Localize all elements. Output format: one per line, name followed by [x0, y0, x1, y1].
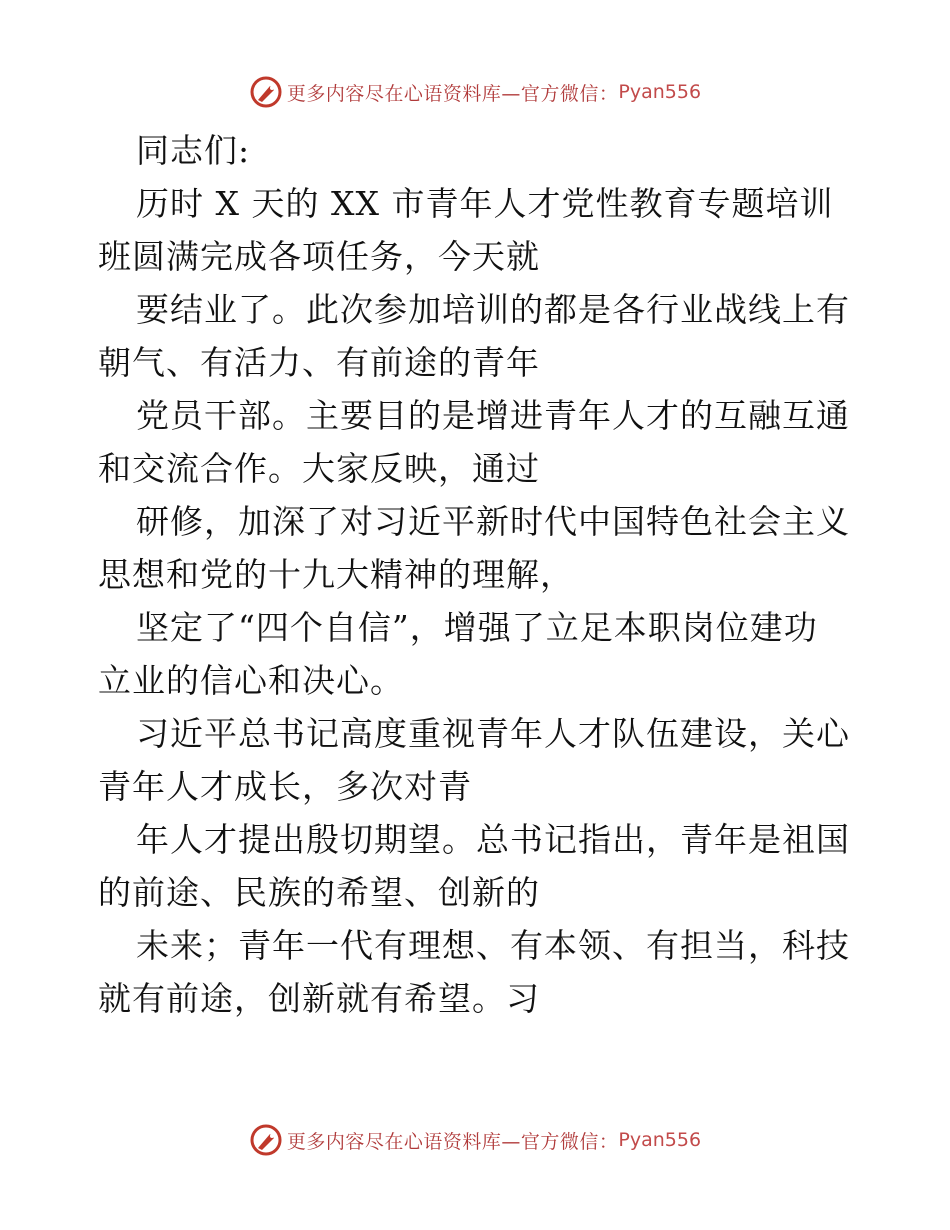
text-line: 班圆满完成各项任务，今天就 — [98, 237, 540, 276]
text-line: 习近平总书记高度重视青年人才队伍建设，关心 — [136, 714, 850, 753]
footer-banner — [0, 1118, 950, 1162]
text-line: 未来；青年一代有理想、有本领、有担当，科技 — [136, 926, 850, 965]
text-line: 要结业了。此次参加培训的都是各行业战线上有 — [136, 290, 850, 329]
text-line: 的前途、民族的希望、创新的 — [98, 873, 540, 912]
pen-nib-logo-icon — [249, 1123, 283, 1157]
text-line: 就有前途，创新就有希望。习 — [98, 979, 540, 1018]
text-line: 坚定了“四个自信”，增强了立足本职岗位建功 — [136, 608, 818, 647]
banner-text: 更多内容尽在心语资料库—官方微信： — [286, 1130, 619, 1153]
text-line: 历时 X 天的 XX 市青年人才党性教育专题培训 — [136, 184, 834, 223]
header-banner — [0, 70, 950, 114]
text-line: 党员干部。主要目的是增进青年人才的互融互通 — [136, 396, 850, 435]
text-line: 朝气、有活力、有前途的青年 — [98, 343, 540, 382]
text-line: 立业的信心和决心。 — [98, 661, 404, 700]
text-line: 思想和党的十九大精神的理解， — [98, 555, 574, 594]
pen-nib-logo-icon — [249, 75, 283, 109]
text-line: 年人才提出殷切期望。总书记指出，青年是祖国 — [136, 820, 850, 859]
text-line: 和交流合作。大家反映，通过 — [98, 449, 540, 488]
banner-text: 更多内容尽在心语资料库—官方微信： — [286, 82, 619, 105]
banner-wechat-id: Pyan556 — [618, 81, 702, 103]
text-line: 研修，加深了对习近平新时代中国特色社会主义 — [136, 502, 850, 541]
text-line: 同志们: — [136, 131, 251, 170]
document-body — [98, 124, 858, 1025]
banner-wechat-id: Pyan556 — [618, 1129, 702, 1151]
text-line: 青年人才成长，多次对青 — [98, 767, 472, 806]
